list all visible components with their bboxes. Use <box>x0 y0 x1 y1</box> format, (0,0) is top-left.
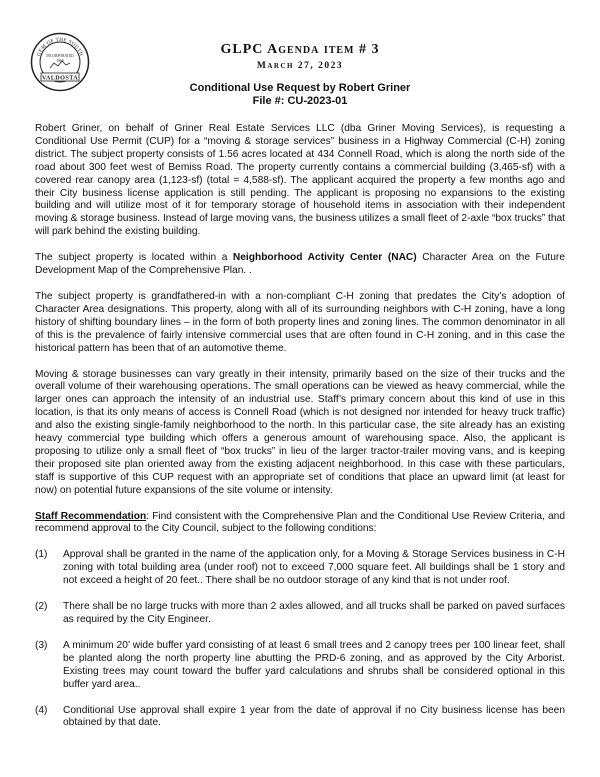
condition-text: A minimum 20’ wide buffer yard consisting of at least 6 small trees and 2 canopy trees per 100 linear feet, shall be planted along the north property line abutting the PRD-6 zoning, and as approved by the City Arborist. Existing trees may count toward the buffer yard calculations and shrubs shall be considered optional in this buffer yard area.. <box>63 639 565 690</box>
text-fragment: Character Area on the Future Development Map of the Comprehensive Plan. . <box>35 252 565 277</box>
svg-text:INCORPORATED: INCORPORATED <box>46 54 74 58</box>
file-number: File #: CU-2023-01 <box>252 95 348 107</box>
document-body <box>35 123 565 743</box>
condition-item <box>35 705 565 731</box>
condition-number: (1) <box>35 549 48 561</box>
condition-number: (3) <box>35 639 48 651</box>
paragraph-character-area <box>35 252 565 278</box>
text-fragment: The subject property is located within a <box>35 252 233 264</box>
condition-item <box>35 640 565 692</box>
svg-text:1860: 1860 <box>56 59 64 63</box>
svg-text:GEM OF THE SOUTH: GEM OF THE SOUTH <box>35 36 85 58</box>
request-title-line: Conditional Use Request by Robert Griner <box>189 82 411 94</box>
conditions-list <box>35 549 565 730</box>
condition-number: (2) <box>35 601 48 613</box>
condition-text: There shall be no large trucks with more than 2 axles allowed, and all trucks shall be parked on paved surfaces as required by the City Engineer. <box>63 601 565 625</box>
condition-item <box>35 549 565 588</box>
paragraph-staff-analysis: Moving & storage businesses can vary greatly in their intensity, primarily based on the size of their trucks and the overall volume of their warehousing operations. The small operations can be viewed as heavy commercial, while the larger ones can approach the intensity of an industrial use. Staff’s primary concern about this kind of use in this location, is that its only means of access is Connell Road (which is not designed nor intended for heavy truck traffic) and also the existing single-family neighborhood to the north. In this particular case, the site already has an existing heavy commercial type building which offers a generous amount of warehousing space. Also, the applicant is proposing to utilize only a small fleet of “box trucks” in lieu of the larger tractor-trailer moving vans, and is keeping their proposed site plan oriented away from the existing adjacent neighborhood. In this case with these particulars, staff is supportive of this CUP request with an appropriate set of conditions that place an upward limit (at least for now) on potential future expansions of the site volume or intensity. <box>35 368 565 496</box>
staff-recommendation-label: Staff Recommendation <box>35 510 147 522</box>
agenda-header <box>0 42 600 71</box>
condition-item <box>35 601 565 627</box>
condition-text: Conditional Use approval shall expire 1 year from the date of approval if no City business license has been obtained by that date. <box>63 704 565 729</box>
paragraph-staff-recommendation <box>35 511 565 537</box>
agenda-item-title: GLPC Agenda item # 3 <box>220 42 380 57</box>
paragraph-zoning-history: The subject property is grandfathered-in with a non-compliant C-H zoning that predates the City’s adoption of Character Area designations. This property, along with all of its surrounding neighbors with C-H zoning, have a long history of shifting boundary lines – in the form of both property lines and zoning lines. The common denominator in all of this is the prevalence of fairly intensive commercial uses that are often found in C-H zoning, and in this case the historical pattern has been that of an automotive theme. <box>35 290 565 354</box>
character-area-name: Neighborhood Activity Center (NAC) <box>232 252 417 264</box>
staff-recommendation-text: : Find consistent with the Comprehensive Plan and the Conditional Use Review Criteria, and recommend approval to the City Council, subject to the following conditions: <box>35 510 565 535</box>
request-title <box>0 82 600 108</box>
paragraph-request-summary: Robert Griner, on behalf of Griner Real Estate Services LLC (dba Griner Moving Services), is requesting a Conditional Use Permit (CUP) for a “moving & storage services” business in a Highway Commercial (C-H) zoning district. The subject property consists of 1.56 acres located at 434 Connell Road, which is along the north side of the road about 300 feet west of Bemiss Road. The property currently contains a commercial building (3,465-sf) with a covered rear canopy area (1,123-sf) (total = 4,588-sf). The applicant acquired the property a few months ago and their City business license application is still pending. The applicant is proposing no expansions to the existing building and will utilize most of it for temporary storage of household items in association with their independent moving & storage business. Instead of large moving vans, the business utilizes a small fleet of 2-axle “box trucks” that will park behind the existing building. <box>35 123 566 238</box>
agenda-date: March 27, 2023 <box>256 61 344 71</box>
svg-text:VALDOSTA: VALDOSTA <box>41 74 79 82</box>
condition-number: (4) <box>35 704 48 716</box>
condition-text: Approval shall be granted in the name of the application only, for a Moving & Storage Services business in C-H zoning with total building area (under roof) not to exceed 7,000 square feet. All buildings shall be 1 story and not exceed a height of 20 feet.. There shall be no outdoor storage of any kind that is not under roof. <box>63 549 565 587</box>
